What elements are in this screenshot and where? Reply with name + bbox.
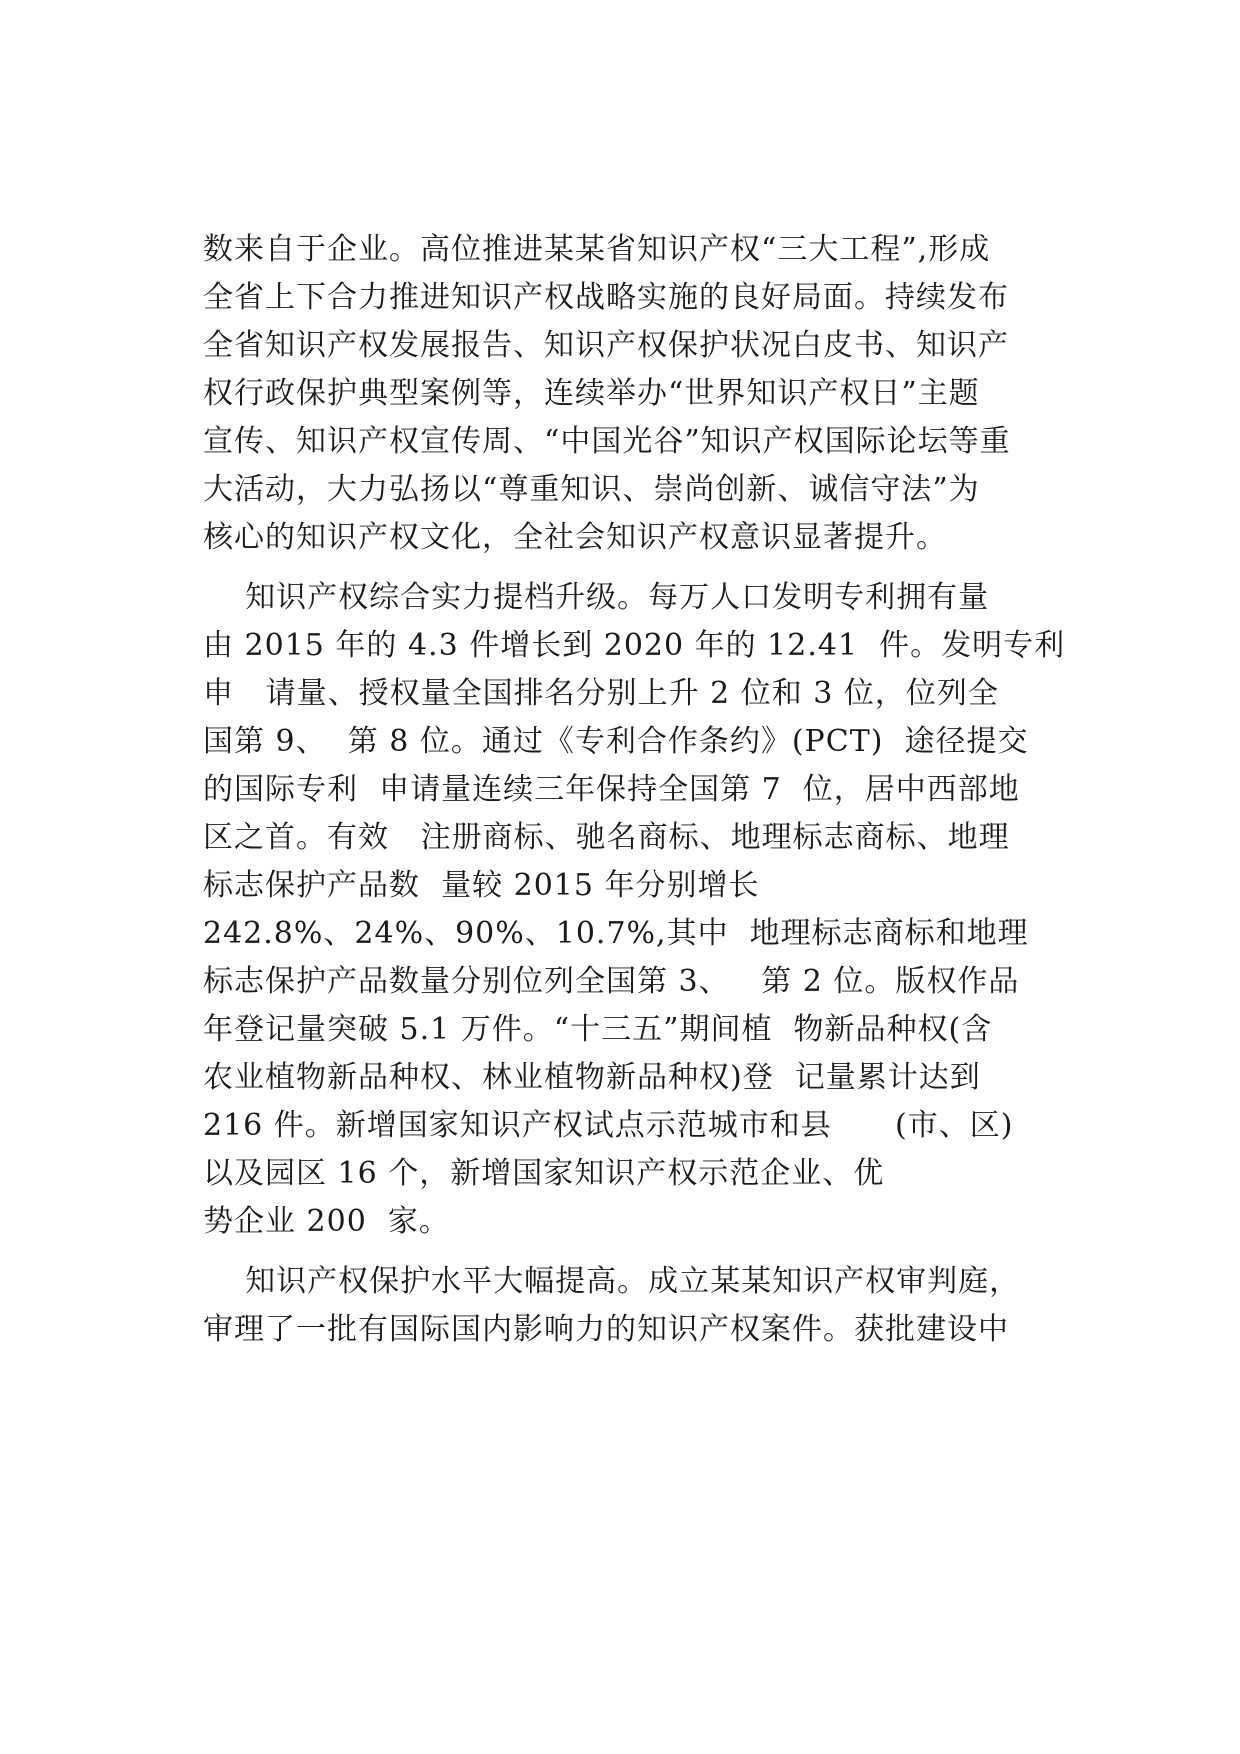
text-line: 核心的知识产权文化，全社会知识产权意识显著提升。 — [203, 520, 947, 555]
text-line: 知识产权综合实力提档升级。每万人口发明专利拥有量 — [203, 580, 990, 615]
text-line: 审理了一批有国际国内影响力的知识产权案件。获批建设中 — [203, 1312, 1009, 1347]
paragraph-3 — [203, 1258, 1083, 1354]
paragraph-2 — [203, 574, 1083, 1246]
text-line: 以及园区 16 个，新增国家知识产权示范企业、优 — [203, 1156, 885, 1191]
text-line: 国第 9、 第 8 位。通过《专利合作条约》(PCT) 途径提交 — [203, 724, 1029, 759]
text-line: 知识产权保护水平大幅提高。成立某某知识产权审判庭， — [203, 1264, 1021, 1299]
text-line: 区之首。有效 注册商标、驰名商标、地理标志商标、地理 — [203, 820, 1010, 855]
text-line: 全省上下合力推进知识产权战略实施的良好局面。持续发布 — [203, 280, 1009, 315]
text-line: 申 请量、授权量全国排名分别上升 2 位和 3 位，位列全 — [203, 676, 999, 711]
body-text — [203, 226, 1083, 1354]
paragraph-spacer — [203, 562, 1083, 574]
text-line: 大活动，大力弘扬以“尊重知识、崇尚创新、诚信守法”为 — [203, 472, 980, 507]
text-line: 年登记量突破 5.1 万件。“十三五”期间植 物新品种权(含 — [203, 1012, 993, 1047]
text-line: 216 件。新增国家知识产权试点示范城市和县 (市、区) — [203, 1108, 1014, 1143]
text-line: 242.8%、24%、90%、10.7%,其中 地理标志商标和地理 — [203, 916, 1029, 951]
text-line: 权行政保护典型案例等，连续举办“世界知识产权日”主题 — [203, 376, 980, 411]
text-line: 宣传、知识产权宣传周、“中国光谷”知识产权国际论坛等重 — [203, 424, 1011, 459]
text-line: 的国际专利 申请量连续三年保持全国第 7 位，居中西部地 — [203, 772, 1020, 807]
text-line: 标志保护产品数量分别位列全国第 3、 第 2 位。版权作品 — [203, 964, 1020, 999]
text-line: 由 2015 年的 4.3 件增长到 2020 年的 12.41 件。发明专利 — [203, 628, 1066, 663]
text-line: 标志保护产品数 量较 2015 年分别增长 — [203, 868, 760, 903]
text-line: 势企业 200 家。 — [203, 1204, 450, 1239]
text-line: 全省知识产权发展报告、知识产权保护状况白皮书、知识产 — [203, 328, 1009, 363]
paragraph-1 — [203, 226, 1083, 562]
text-line: 数来自于企业。高位推进某某省知识产权“三大工程”,形成 — [203, 232, 991, 267]
paragraph-spacer — [203, 1246, 1083, 1258]
text-line: 农业植物新品种权、林业植物新品种权)登 记量累计达到 — [203, 1060, 981, 1095]
